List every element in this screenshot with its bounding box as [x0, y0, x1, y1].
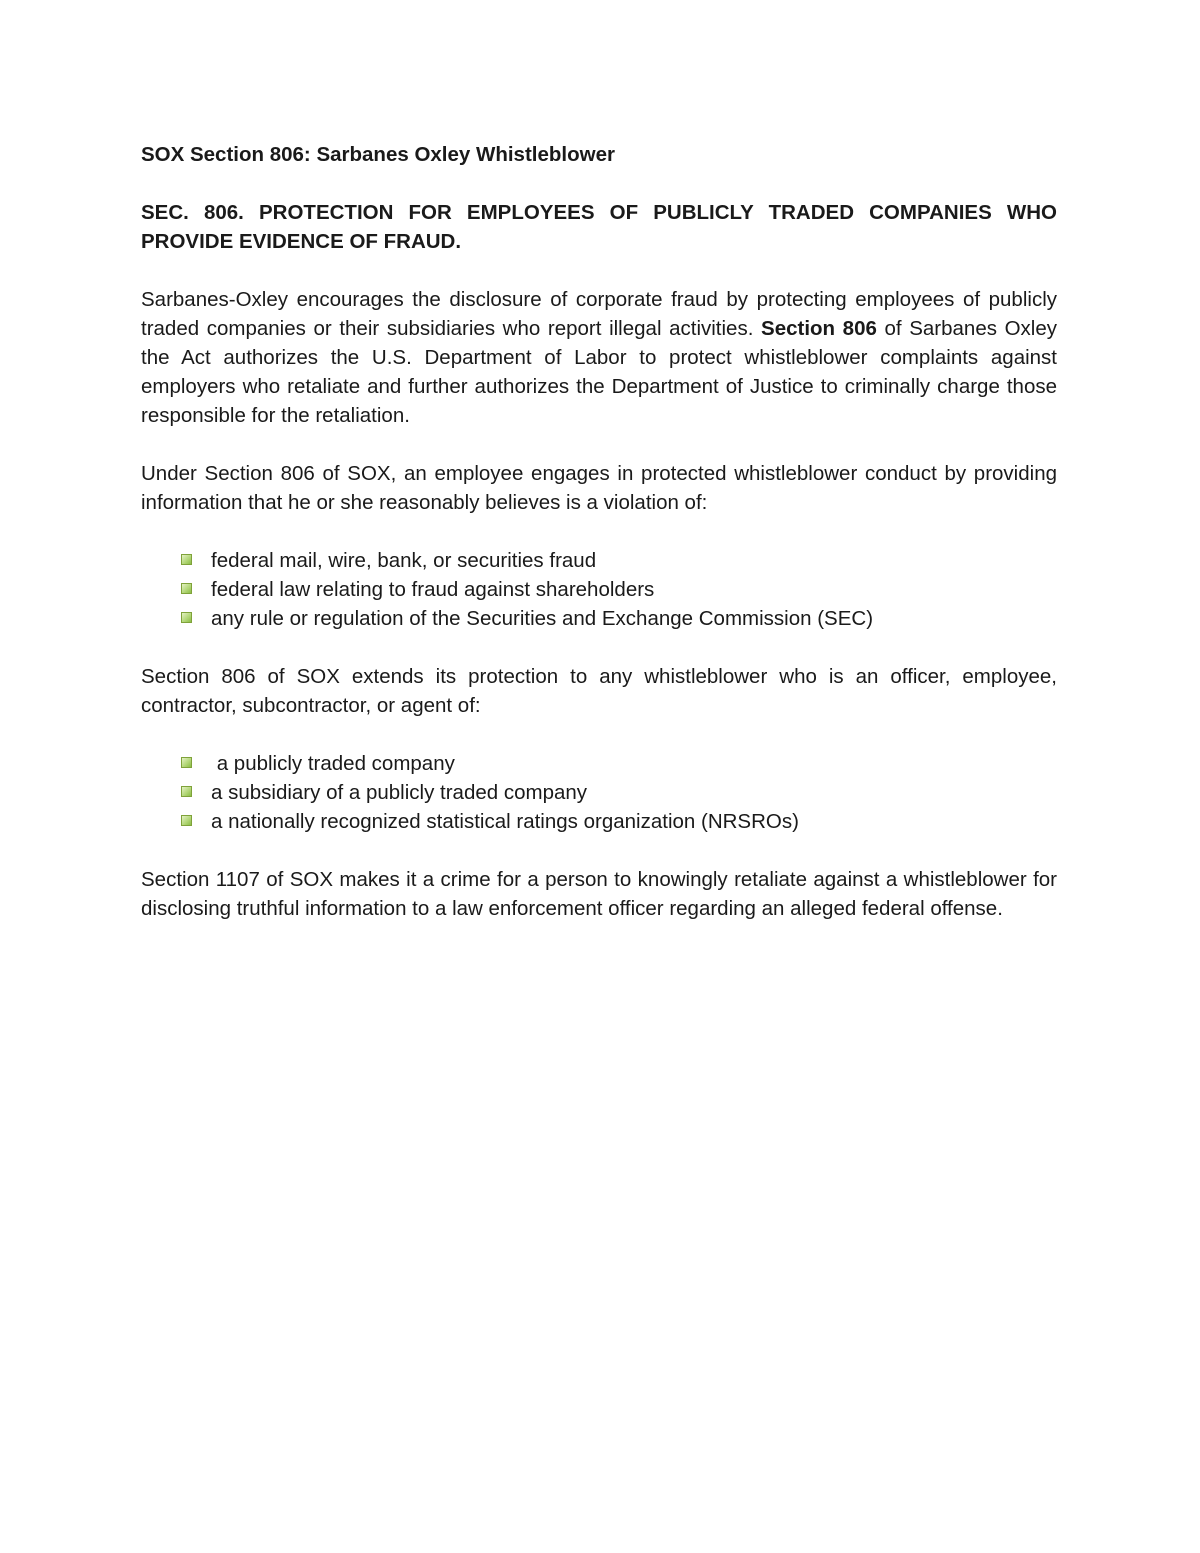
list-item-text: a publicly traded company — [211, 752, 455, 775]
intro-text-start: Sarbanes-Oxley encourages the disclosure of corporate fraud by protecting employees of publicly traded companies or their subsidiaries who report illegal activities. — [141, 288, 1057, 340]
list-item — [181, 546, 1057, 575]
green-square-bullet-icon — [181, 815, 192, 826]
list-item-text: a subsidiary of a publicly traded company — [211, 781, 588, 804]
section-heading: SEC. 806. PROTECTION FOR EMPLOYEES OF PUBLICLY TRADED COMPANIES WHO PROVIDE EVIDENCE OF FRAUD. — [141, 201, 1057, 253]
list-item — [181, 604, 1057, 633]
violation-list — [141, 546, 1057, 633]
list-item — [181, 807, 1057, 836]
list-item — [181, 749, 1057, 778]
intro-text-end: of Sarbanes Oxley the Act authorizes the U.S. Department of Labor to protect whistleblower complaints against employers who retaliate and further authorizes the Department of Justice to criminally charge those responsible for the retaliation. — [141, 317, 1058, 427]
document-title: SOX Section 806: Sarbanes Oxley Whistleblower — [141, 143, 615, 166]
green-square-bullet-icon — [181, 554, 192, 565]
list-item — [181, 575, 1057, 604]
conduct-paragraph: Under Section 806 of SOX, an employee engages in protected whistleblower conduct by providing information that he or she reasonably believes is a violation of: — [141, 462, 1057, 514]
list-item-text: a nationally recognized statistical ratings organization (NRSROs) — [211, 810, 799, 833]
list-item-text: federal law relating to fraud against shareholders — [211, 578, 655, 601]
section-1107-paragraph: Section 1107 of SOX makes it a crime for a person to knowingly retaliate against a whistleblower for disclosing truthful information to a law enforcement officer regarding an alleged federal offense. — [141, 868, 1057, 920]
green-square-bullet-icon — [181, 757, 192, 768]
intro-paragraph — [141, 285, 1057, 430]
list-item-text: federal mail, wire, bank, or securities fraud — [211, 549, 597, 572]
green-square-bullet-icon — [181, 786, 192, 797]
entity-list — [141, 749, 1057, 836]
document-page — [141, 140, 1057, 952]
intro-text-bold: Section 806 — [761, 317, 877, 340]
extends-paragraph: Section 806 of SOX extends its protection to any whistleblower who is an officer, employee, contractor, subcontractor, or agent of: — [141, 665, 1057, 717]
list-item-text: any rule or regulation of the Securities and Exchange Commission (SEC) — [211, 607, 874, 630]
list-item — [181, 778, 1057, 807]
green-square-bullet-icon — [181, 583, 192, 594]
green-square-bullet-icon — [181, 612, 192, 623]
